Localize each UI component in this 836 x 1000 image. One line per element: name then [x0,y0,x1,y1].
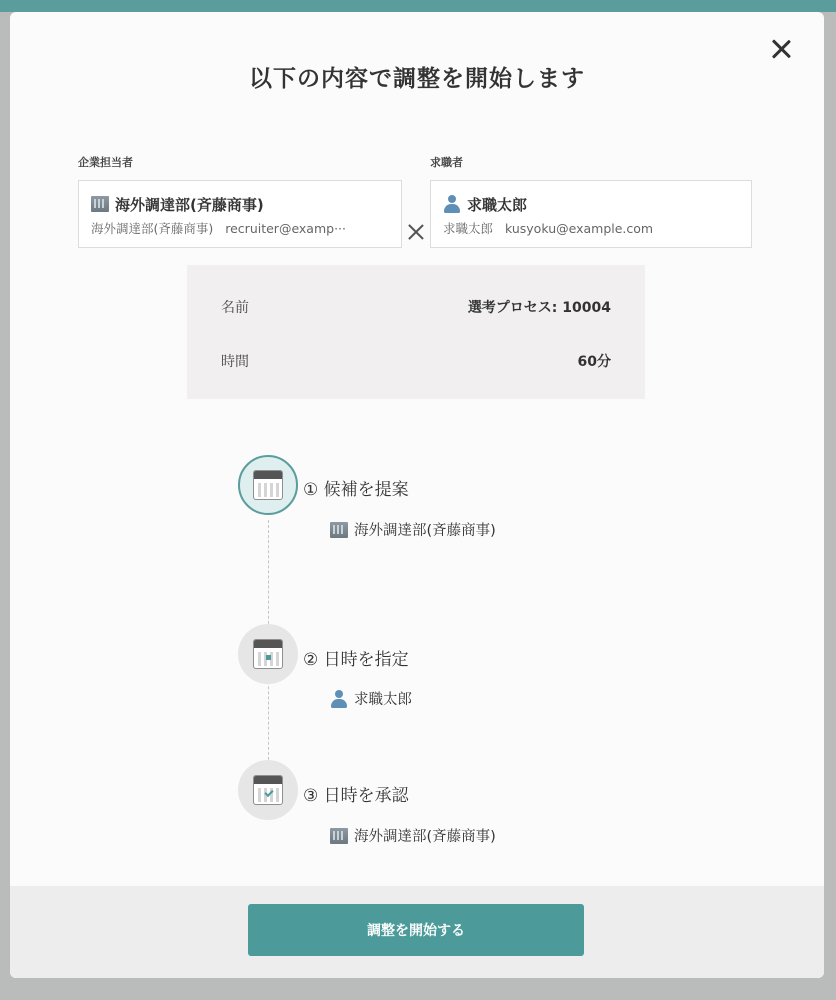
info-time-value: 60分 [577,354,611,370]
step-3-actor: 海外調達部(斉藤商事) [330,825,496,846]
step-1-actor: 海外調達部(斉藤商事) [330,519,496,540]
info-row-time [221,351,611,371]
person-icon [330,690,348,708]
calendar-icon [253,470,283,500]
building-icon [330,522,348,538]
step-2-actor: 求職太郎 [330,688,412,709]
company-rep-name: 海外調達部(斉藤商事) [115,195,264,214]
cross-icon [406,222,426,242]
applicant-email: kusyoku@example.com [505,221,654,236]
company-rep-dept: 海外調達部(斉藤商事) [91,221,214,236]
step-3-indicator [238,760,298,820]
applicant-name-sub: 求職太郎 [443,221,494,236]
step-1-label: ① 候補を提案 [303,480,409,500]
step-2-indicator [238,624,298,684]
applicant-name: 求職太郎 [467,195,528,214]
building-icon [91,196,109,212]
applicant-label: 求職者 [430,156,463,169]
info-name-value: 選考プロセス: 10004 [467,300,611,316]
step-1-indicator [238,455,298,515]
info-time-label: 時間 [221,354,249,370]
company-rep-email: recruiter@examp··· [225,221,347,236]
info-row-name [221,297,611,317]
step-2-label: ② 日時を指定 [303,650,409,670]
start-adjustment-dialog [10,12,824,978]
company-rep-card [78,180,402,248]
start-adjustment-button[interactable]: 調整を開始する [248,904,584,956]
step-3-label: ③ 日時を承認 [303,786,409,806]
calendar-icon [253,775,283,805]
info-name-label: 名前 [221,300,249,316]
dialog-footer [10,886,824,978]
calendar-icon [253,639,283,669]
person-icon [443,195,461,213]
app-top-bar [0,0,836,12]
company-rep-label: 企業担当者 [78,156,133,169]
dialog-title: 以下の内容で調整を開始します [249,66,585,92]
close-icon[interactable] [768,36,794,62]
building-icon [330,828,348,844]
schedule-info-box [187,265,645,399]
applicant-card [430,180,752,248]
